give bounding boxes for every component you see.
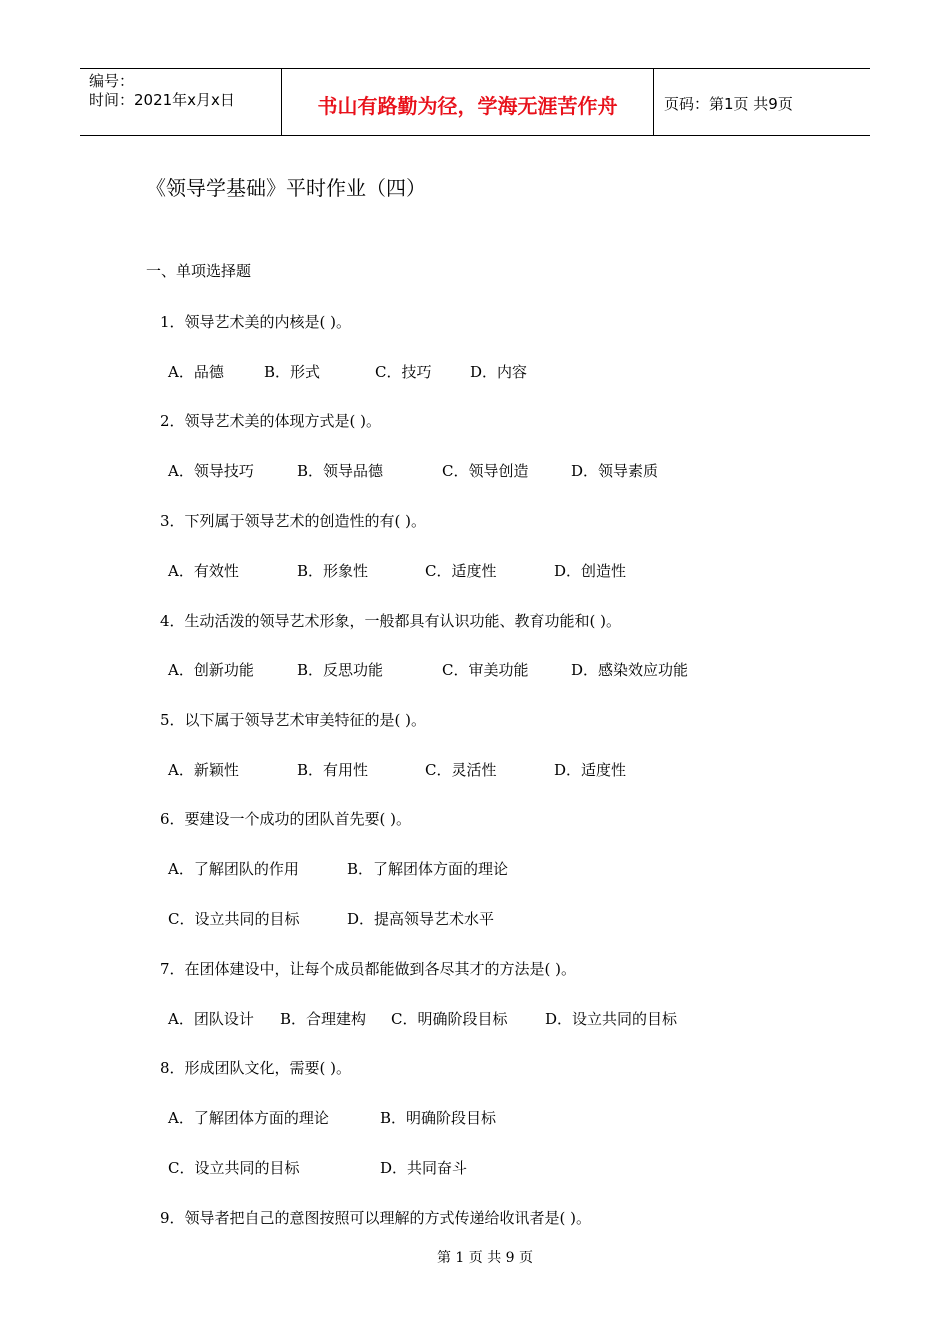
option-c: C．适度性 [425, 562, 497, 580]
question-5: 5．以下属于领导艺术审美特征的是( )。 [160, 711, 427, 729]
header-meta [80, 69, 282, 135]
option-d: D．适度性 [554, 761, 627, 779]
option-d: D．共同奋斗 [380, 1159, 468, 1177]
question-3: 3．下列属于领导艺术的创造性的有( )。 [160, 512, 427, 530]
question-6: 6．要建设一个成功的团队首先要( )。 [160, 810, 412, 828]
number-label: 编号： [89, 72, 135, 90]
header-motto: 书山有路勤为径，学海无涯苦作舟 [282, 69, 654, 135]
document-title: 《领导学基础》平时作业（四） [146, 176, 426, 200]
section-heading: 一、单项选择题 [146, 262, 252, 280]
question-1: 1．领导艺术美的内核是( )。 [160, 313, 352, 331]
question-8: 8．形成团队文化，需要( )。 [160, 1059, 352, 1077]
question-2-options [168, 460, 768, 480]
question-5-options [168, 759, 768, 779]
question-7-options [168, 1008, 768, 1028]
option-c: C．设立共同的目标 [168, 910, 300, 928]
option-a: A．创新功能 [168, 661, 254, 679]
option-b: B．反思功能 [297, 661, 384, 679]
option-a: A．团队设计 [168, 1010, 254, 1028]
question-9: 9．领导者把自己的意图按照可以理解的方式传递给收讯者是( )。 [160, 1209, 592, 1227]
question-2: 2．领导艺术美的体现方式是( )。 [160, 412, 382, 430]
page-header [80, 68, 870, 136]
option-b: B．明确阶段目标 [380, 1109, 497, 1127]
option-a: A．了解团队的作用 [168, 860, 299, 878]
option-b: B．有用性 [297, 761, 369, 779]
question-8-options-row-1 [168, 1107, 768, 1127]
option-c: C．灵活性 [425, 761, 497, 779]
option-d: D．内容 [470, 363, 528, 381]
option-b: B．了解团体方面的理论 [347, 860, 509, 878]
time-label: 时间：2021年x月x日 [89, 91, 235, 109]
option-c: C．设立共同的目标 [168, 1159, 300, 1177]
option-a: A．品德 [168, 363, 224, 381]
question-6-options-row-2 [168, 908, 768, 928]
question-7: 7．在团体建设中，让每个成员都能做到各尽其才的方法是( )。 [160, 960, 577, 978]
option-a: A．有效性 [168, 562, 239, 580]
option-a: A．新颖性 [168, 761, 239, 779]
option-d: D．感染效应功能 [571, 661, 689, 679]
option-a: A．领导技巧 [168, 462, 254, 480]
option-c: C．技巧 [375, 363, 432, 381]
option-d: D．创造性 [554, 562, 627, 580]
option-b: B．领导品德 [297, 462, 384, 480]
question-1-options [168, 361, 768, 381]
option-b: B．形式 [264, 363, 321, 381]
option-d: D．设立共同的目标 [545, 1010, 678, 1028]
question-8-options-row-2 [168, 1157, 768, 1177]
option-b: B．形象性 [297, 562, 369, 580]
option-a: A．了解团体方面的理论 [168, 1109, 329, 1127]
option-d: D．领导素质 [571, 462, 659, 480]
question-3-options [168, 560, 768, 580]
option-d: D．提高领导艺术水平 [347, 910, 495, 928]
question-6-options-row-1 [168, 858, 768, 878]
option-b: B．合理建构 [280, 1010, 367, 1028]
question-4-options [168, 659, 768, 679]
question-4: 4．生动活泼的领导艺术形象，一般都具有认识功能、教育功能和( )。 [160, 612, 622, 630]
page-footer: 第 1 页 共 9 页 [436, 1250, 534, 1266]
option-c: C．明确阶段目标 [391, 1010, 508, 1028]
header-page-info: 页码：第1页 共9页 [664, 94, 793, 113]
option-c: C．领导创造 [442, 462, 529, 480]
option-c: C．审美功能 [442, 661, 529, 679]
